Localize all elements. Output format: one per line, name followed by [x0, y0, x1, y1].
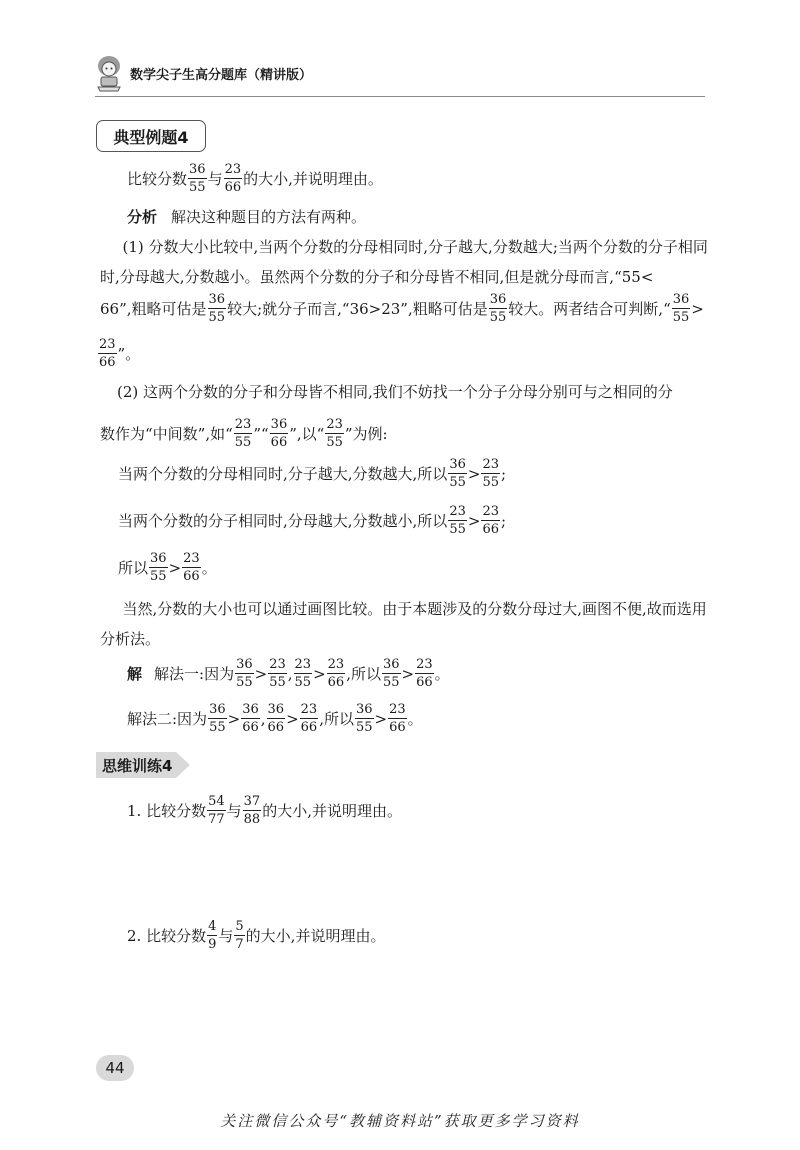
text: ”,以“	[289, 425, 325, 443]
header-divider	[95, 96, 705, 97]
text: ,所以	[319, 710, 354, 728]
analysis-intro: 解决这种题目的方法有两种。	[171, 208, 367, 226]
fraction: $\frac{36}{55}$	[236, 657, 253, 690]
method2-step2	[118, 505, 506, 536]
fraction: $\frac{23}{66}$	[389, 702, 406, 735]
note-paragraph: 当然,分数的大小也可以通过画图比较。由于本题涉及的分数分母过大,画图不便,故而选用分析法。	[100, 600, 707, 648]
page-number: 44	[96, 1055, 134, 1081]
text: ,	[260, 709, 266, 728]
fraction: $\frac{23}{55}$	[269, 657, 286, 690]
text: ,	[287, 664, 293, 683]
text: ”。	[117, 345, 141, 363]
fraction: $\frac{36}{55}$	[489, 292, 507, 325]
text: 解法二:因为	[127, 710, 208, 728]
fraction: $\frac{36}{66}$	[242, 702, 259, 735]
analysis-heading	[127, 206, 366, 227]
method1-line3	[100, 293, 704, 324]
fraction: $\frac{36}{55}$	[449, 457, 466, 490]
fraction: $\frac{36}{55}$	[150, 551, 167, 584]
fraction: $\frac{36}{55}$	[209, 702, 226, 735]
method2-step1	[118, 458, 506, 489]
tab-arrow-icon	[176, 752, 190, 778]
fraction: $\frac{23}{55}$	[294, 657, 312, 690]
text: 当两个分数的分子相同时,分母越大,分数越小,所以	[118, 512, 448, 530]
text: ”“	[253, 424, 269, 443]
fraction: $\frac{23}{66}$	[300, 702, 318, 735]
text: 1. 比较分数	[127, 802, 207, 820]
fraction: $\frac{23}{66}$	[183, 551, 200, 584]
greater-than: >	[313, 664, 326, 683]
text: 。	[201, 559, 217, 577]
analysis-label: 分析	[127, 208, 158, 226]
fraction: $\frac{23}{55}$	[234, 417, 252, 450]
example-label: 典型例题4	[113, 127, 189, 147]
fraction: $\frac{5}{7}$	[235, 919, 244, 952]
text: 当两个分数的分母相同时,分子越大,分数越大,所以	[118, 465, 448, 483]
text: 2. 比较分数	[127, 927, 207, 945]
method2-conclusion	[118, 552, 217, 583]
fraction: $\frac{36}{66}$	[267, 702, 285, 735]
text: 。	[407, 710, 423, 728]
greater-than: >	[227, 709, 241, 728]
text: ”为例:	[344, 425, 388, 443]
fraction: $\frac{23}{66}$	[99, 337, 116, 370]
training-question-1	[127, 795, 402, 826]
example-label-box	[96, 120, 206, 152]
text: 较大;就分子而言,“36>23”,粗略可估是	[227, 300, 488, 318]
fraction: $\frac{4}{9}$	[208, 919, 217, 952]
training-question-2	[127, 920, 385, 951]
training-label-tab	[96, 752, 190, 778]
fraction: $\frac{23}{55}$	[326, 417, 343, 450]
text: 66”,粗略可估是	[100, 300, 207, 318]
fraction: $\frac{23}{66}$	[416, 657, 433, 690]
fraction: $\frac{36}{55}$	[208, 292, 226, 325]
method1-line4	[97, 338, 140, 369]
fraction: $\frac{23}{55}$	[482, 457, 499, 490]
text: 所以	[118, 559, 149, 577]
question-text: 的大小,并说明理由。	[243, 170, 383, 188]
greater-than: >	[467, 464, 481, 483]
text: 与	[218, 927, 234, 945]
fraction: $\frac{36}{66}$	[270, 417, 288, 450]
greater-than: >	[286, 709, 299, 728]
solution-two	[127, 703, 423, 734]
book-title: 数学尖子生高分题库（精讲版）	[130, 68, 313, 83]
greater-than: >	[401, 664, 415, 683]
fraction: $\frac{23}{55}$	[449, 504, 466, 537]
greater-than: >	[374, 709, 388, 728]
footer-note: 关注微信公众号“教辅资料站”获取更多学习资料	[220, 1112, 580, 1130]
text: 解法一:因为	[154, 665, 235, 683]
text: 的大小,并说明理由。	[245, 927, 386, 945]
method2-line1: (2) 这两个分数的分子和分母皆不相同,我们不妨找一个分子分母分别可与之相同的分	[117, 383, 673, 401]
text: 与	[226, 802, 242, 820]
text: 较大。两者结合可判断,“	[508, 300, 671, 318]
example-question	[127, 163, 383, 194]
training-label: 思维训练4	[102, 756, 173, 775]
text: ;	[500, 464, 507, 483]
text: ,所以	[346, 665, 381, 683]
question-text: 与	[207, 170, 223, 188]
fraction: $\frac{37}{88}$	[243, 794, 261, 827]
method2-line2	[100, 418, 388, 449]
fraction: $\frac{23}{66}$	[482, 504, 499, 537]
fraction: $\frac{36}{55}$	[189, 162, 206, 195]
greater-than: >	[168, 558, 182, 577]
text: ;	[500, 511, 507, 530]
solution-label: 解	[127, 665, 143, 683]
text: 的大小,并说明理由。	[262, 802, 402, 820]
greater-than: >	[254, 664, 268, 683]
solution-one	[127, 658, 450, 689]
fraction: $\frac{36}{55}$	[672, 292, 690, 325]
method1-paragraph: (1) 分数大小比较中,当两个分数的分母相同时,分子越大,分数越大;当两个分数的分子相同时,分母越大,分数越小。虽然两个分数的分子和分母皆不相同,但是就分母而言,“55<	[100, 238, 708, 286]
fraction: $\frac{54}{77}$	[208, 794, 225, 827]
greater-than: >	[691, 299, 704, 318]
text: 。	[434, 665, 450, 683]
question-text: 比较分数	[127, 170, 188, 188]
greater-than: >	[467, 511, 481, 530]
fraction: $\frac{23}{66}$	[327, 657, 345, 690]
fraction: $\frac{36}{55}$	[355, 702, 373, 735]
text: 数作为“中间数”,如“	[100, 425, 233, 443]
fraction: $\frac{36}{55}$	[382, 657, 400, 690]
mascot-logo-icon	[95, 54, 123, 92]
fraction: $\frac{23}{66}$	[224, 162, 242, 195]
